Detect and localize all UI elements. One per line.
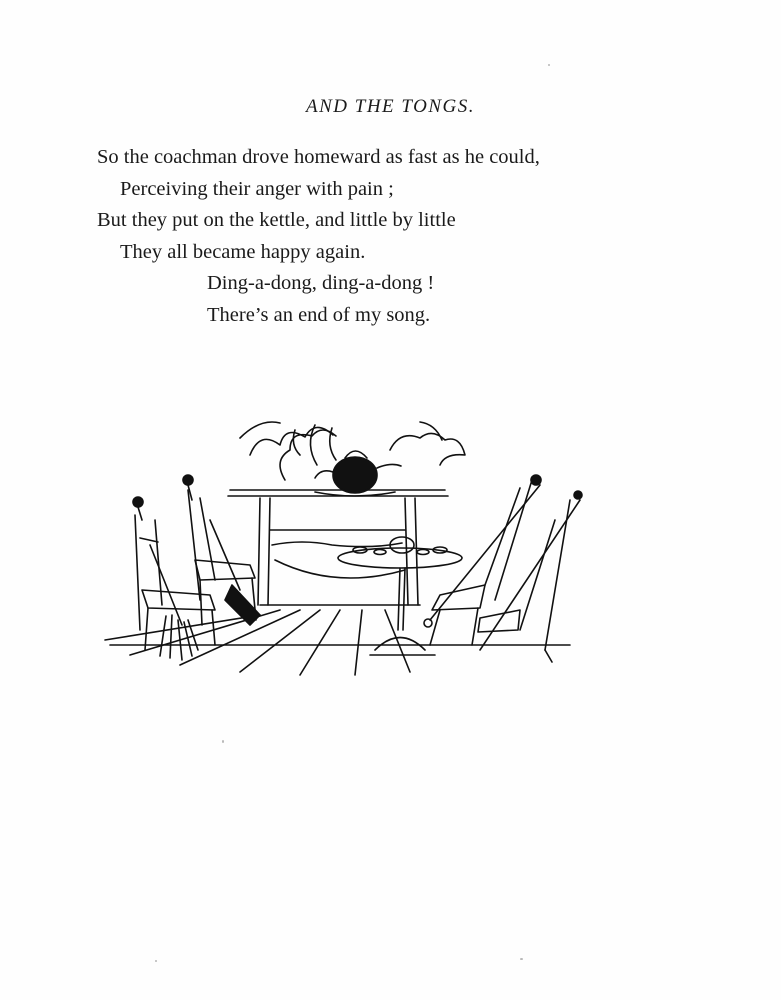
paper-speck [155,960,157,962]
chair-left-back [135,515,140,630]
paper-speck [222,740,224,743]
chair-right2-back [545,500,570,650]
tea-table-top [338,548,462,568]
verse-stanza [97,142,540,331]
running-head: AND THE TONGS. [306,96,475,117]
chair-mid-back [188,490,200,600]
broom [150,545,182,625]
tongs-finial [183,475,193,485]
paper-speck [548,64,550,66]
ink-illustration [100,410,600,680]
fireplace-left-jamb [258,498,260,605]
kettle-icon [333,457,377,493]
verse-line-4: They all became happy again. [120,240,366,263]
verse-line-2: Perceiving their anger with pain ; [120,177,394,200]
verse-line-6: There’s an end of my song. [207,303,431,326]
verse-line-5: Ding-a-dong, ding-a-dong ! [207,272,435,294]
poker [430,485,540,620]
steam-cloud-right [390,433,465,465]
verse-line-1: So the coachman drove homeward as fast as he could, [97,146,540,168]
paper-speck [520,958,523,960]
steam-cloud-mid [280,430,336,480]
chair-left-finial [133,497,143,507]
verse-line-3: But they put on the kettle, and little by little [97,209,456,231]
